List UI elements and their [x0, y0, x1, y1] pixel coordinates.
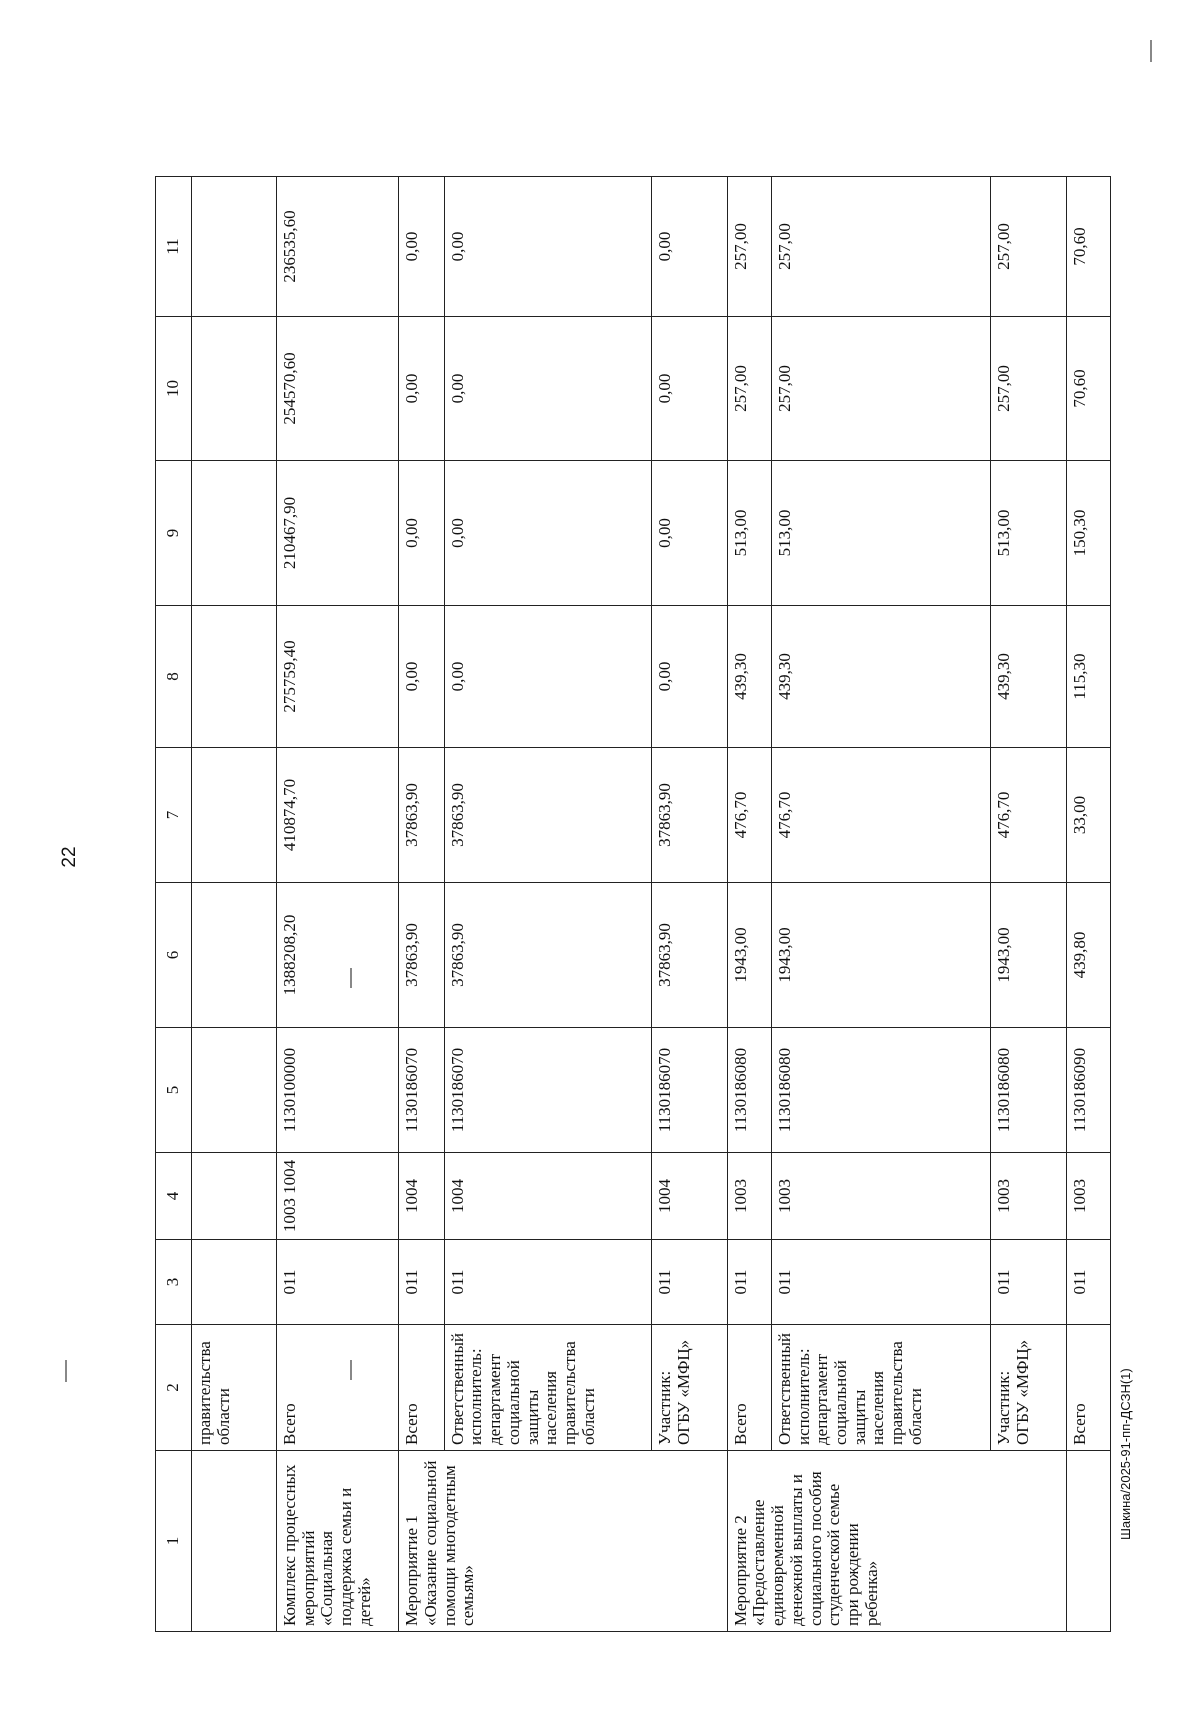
cell-executor: правительства области — [192, 1325, 277, 1451]
cell-section: 1004 — [399, 1153, 444, 1240]
cell-value: 70,60 — [1066, 317, 1110, 461]
cell-value: 476,70 — [990, 748, 1066, 883]
cell-value: 0,00 — [652, 177, 728, 317]
cell-value: 0,00 — [652, 461, 728, 606]
table-header-row — [156, 177, 192, 1632]
cell-section: 1003 — [727, 1153, 771, 1240]
cell-grbs: 011 — [444, 1240, 651, 1325]
cell-value: 0,00 — [652, 606, 728, 748]
cell-code: 1130186080 — [990, 1028, 1066, 1153]
cell-value: 150,30 — [1066, 461, 1110, 606]
cell-section: 1004 — [652, 1153, 728, 1240]
cell-value: 1943,00 — [772, 883, 991, 1028]
cell-value: 257,00 — [727, 177, 771, 317]
cell-executor: Всего — [727, 1325, 771, 1451]
column-header: 1 — [156, 1451, 192, 1632]
cell-value: 70,60 — [1066, 177, 1110, 317]
cell-value: 410874,70 — [277, 748, 399, 883]
cell-program: Комплекс процессных мероприятий «Социальная поддержка семьи и детей» — [277, 1451, 399, 1632]
cell-executor: Всего — [1066, 1325, 1110, 1451]
column-header: 4 — [156, 1153, 192, 1240]
cell-grbs: 011 — [652, 1240, 728, 1325]
column-header: 9 — [156, 461, 192, 606]
cell-executor: Всего — [399, 1325, 444, 1451]
cell-value: 0,00 — [399, 606, 444, 748]
cell-code: 1130186070 — [399, 1028, 444, 1153]
cell-value — [192, 177, 277, 317]
cell-value — [192, 461, 277, 606]
rotated-page — [155, 177, 1111, 1632]
cell-code: 1130186080 — [727, 1028, 771, 1153]
scan-mark — [1150, 40, 1152, 62]
cell-value — [192, 883, 277, 1028]
cell-value: 0,00 — [399, 461, 444, 606]
cell-value: 257,00 — [990, 177, 1066, 317]
table-row — [399, 177, 444, 1632]
cell-value: 257,00 — [727, 317, 771, 461]
cell-value: 33,00 — [1066, 748, 1110, 883]
table-row — [277, 177, 399, 1632]
cell-value: 439,30 — [727, 606, 771, 748]
cell-grbs: 011 — [772, 1240, 991, 1325]
cell-grbs: 011 — [277, 1240, 399, 1325]
document-code: Шакина/2025-91-пп-ДСЗН(1) — [1118, 1368, 1133, 1540]
cell-value — [192, 748, 277, 883]
cell-value: 0,00 — [652, 317, 728, 461]
cell-executor: Всего — [277, 1325, 399, 1451]
table-row — [444, 177, 651, 1632]
column-header: 3 — [156, 1240, 192, 1325]
cell-value: 513,00 — [727, 461, 771, 606]
cell-value: 439,30 — [990, 606, 1066, 748]
cell-value: 37863,90 — [652, 748, 728, 883]
cell-value: 0,00 — [399, 317, 444, 461]
table-row — [990, 177, 1066, 1632]
cell-grbs: 011 — [1066, 1240, 1110, 1325]
cell-program — [1066, 1451, 1110, 1632]
cell-value: 1388208,20 — [277, 883, 399, 1028]
cell-value: 1943,00 — [990, 883, 1066, 1028]
table-row — [1066, 177, 1110, 1632]
cell-grbs: 011 — [399, 1240, 444, 1325]
cell-value: 257,00 — [772, 177, 991, 317]
table-row — [652, 177, 728, 1632]
cell-program — [192, 1451, 277, 1632]
cell-value: 37863,90 — [399, 748, 444, 883]
cell-section: 1003 — [772, 1153, 991, 1240]
cell-section: 1003 1004 — [277, 1153, 399, 1240]
cell-value — [192, 606, 277, 748]
budget-table — [155, 176, 1111, 1632]
cell-section: 1004 — [444, 1153, 651, 1240]
cell-executor: Участник: ОГБУ «МФЦ» — [652, 1325, 728, 1451]
cell-value: 37863,90 — [444, 883, 651, 1028]
cell-code: 1130186090 — [1066, 1028, 1110, 1153]
cell-value: 439,30 — [772, 606, 991, 748]
cell-section: 1003 — [1066, 1153, 1110, 1240]
cell-value — [192, 317, 277, 461]
table-row — [772, 177, 991, 1632]
cell-value: 1943,00 — [727, 883, 771, 1028]
cell-value: 0,00 — [444, 317, 651, 461]
cell-program: Мероприятие 2 «Предоставление единовременной денежной выплаты и социального пособия студенческой семье при рождении ребенка» — [727, 1451, 1066, 1632]
cell-value: 115,30 — [1066, 606, 1110, 748]
cell-value: 37863,90 — [444, 748, 651, 883]
cell-value: 476,70 — [727, 748, 771, 883]
column-header: 11 — [156, 177, 192, 317]
cell-value: 0,00 — [399, 177, 444, 317]
cell-value: 257,00 — [772, 317, 991, 461]
scan-mark — [65, 1360, 67, 1382]
column-header: 8 — [156, 606, 192, 748]
cell-value: 37863,90 — [399, 883, 444, 1028]
cell-grbs: 011 — [727, 1240, 771, 1325]
column-header: 2 — [156, 1325, 192, 1451]
cell-grbs — [192, 1240, 277, 1325]
page-number: 22 — [59, 846, 80, 868]
cell-program: Мероприятие 1 «Оказание социальной помощи многодетным семьям» — [399, 1451, 727, 1632]
cell-value: 37863,90 — [652, 883, 728, 1028]
cell-grbs: 011 — [990, 1240, 1066, 1325]
cell-value: 275759,40 — [277, 606, 399, 748]
cell-executor: Ответственный исполнитель: департамент социальной защиты населения правительства области — [772, 1325, 991, 1451]
cell-code — [192, 1028, 277, 1153]
cell-code: 1130186070 — [444, 1028, 651, 1153]
table-row — [192, 177, 277, 1632]
cell-value: 513,00 — [772, 461, 991, 606]
table-row — [727, 177, 771, 1632]
cell-value: 210467,90 — [277, 461, 399, 606]
column-header: 5 — [156, 1028, 192, 1153]
cell-executor: Ответственный исполнитель: департамент социальной защиты населения правительства области — [444, 1325, 651, 1451]
cell-code: 1130186070 — [652, 1028, 728, 1153]
cell-code: 1130100000 — [277, 1028, 399, 1153]
cell-section: 1003 — [990, 1153, 1066, 1240]
cell-value: 236535,60 — [277, 177, 399, 317]
cell-value: 0,00 — [444, 606, 651, 748]
column-header: 7 — [156, 748, 192, 883]
column-header: 10 — [156, 317, 192, 461]
column-header: 6 — [156, 883, 192, 1028]
cell-value: 476,70 — [772, 748, 991, 883]
cell-value: 254570,60 — [277, 317, 399, 461]
cell-value: 257,00 — [990, 317, 1066, 461]
cell-section — [192, 1153, 277, 1240]
cell-value: 0,00 — [444, 177, 651, 317]
cell-executor: Участник: ОГБУ «МФЦ» — [990, 1325, 1066, 1451]
cell-value: 439,80 — [1066, 883, 1110, 1028]
cell-value: 0,00 — [444, 461, 651, 606]
cell-value: 513,00 — [990, 461, 1066, 606]
cell-code: 1130186080 — [772, 1028, 991, 1153]
